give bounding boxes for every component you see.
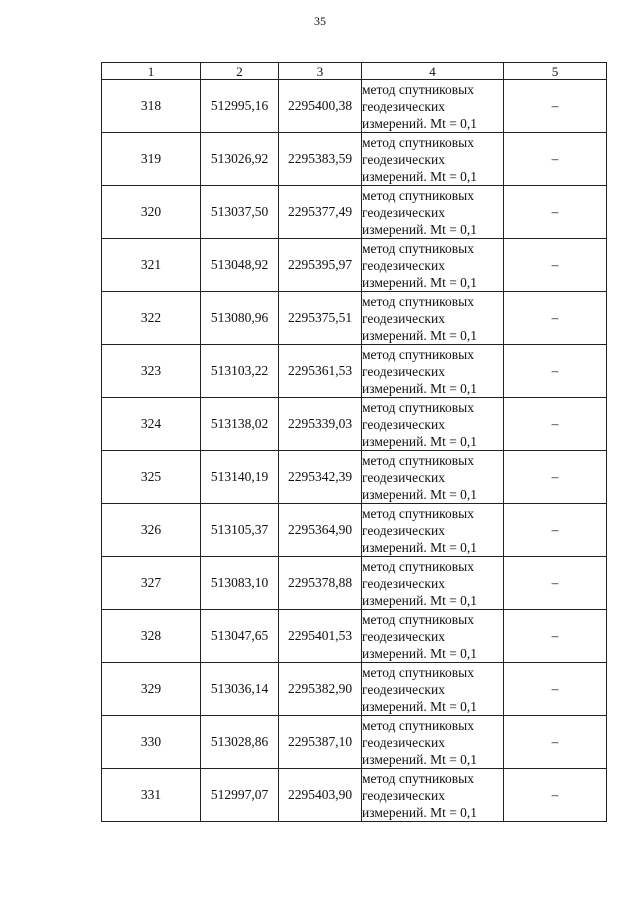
method-line-2: геодезических — [362, 469, 445, 485]
point-number: 323 — [102, 345, 201, 398]
note-cell: – — [504, 451, 607, 504]
method-line-1: метод спутниковых — [362, 134, 474, 150]
note-cell: – — [504, 769, 607, 822]
coord-x: 513037,50 — [201, 186, 279, 239]
coord-y: 2295387,10 — [279, 716, 362, 769]
method-line-2: геодезических — [362, 628, 445, 644]
coord-y: 2295403,90 — [279, 769, 362, 822]
coord-y: 2295378,88 — [279, 557, 362, 610]
method-line-2: геодезических — [362, 522, 445, 538]
point-number: 321 — [102, 239, 201, 292]
header-col-4: 4 — [362, 63, 504, 80]
coord-x: 512995,16 — [201, 80, 279, 133]
header-col-5: 5 — [504, 63, 607, 80]
table-row — [102, 610, 607, 663]
point-number: 324 — [102, 398, 201, 451]
method-line-3: измерений. Mt = 0,1 — [362, 274, 478, 290]
table-row — [102, 398, 607, 451]
point-number: 322 — [102, 292, 201, 345]
coord-x: 513105,37 — [201, 504, 279, 557]
header-col-3: 3 — [279, 63, 362, 80]
coord-x: 513047,65 — [201, 610, 279, 663]
note-cell: – — [504, 716, 607, 769]
point-number: 318 — [102, 80, 201, 133]
method-line-1: метод спутниковых — [362, 293, 474, 309]
method-line-1: метод спутниковых — [362, 717, 474, 733]
method-cell — [362, 239, 504, 292]
method-cell — [362, 557, 504, 610]
point-number: 329 — [102, 663, 201, 716]
method-line-3: измерений. Mt = 0,1 — [362, 221, 478, 237]
point-number: 328 — [102, 610, 201, 663]
note-cell: – — [504, 292, 607, 345]
coord-x: 513028,86 — [201, 716, 279, 769]
point-number: 320 — [102, 186, 201, 239]
method-line-1: метод спутниковых — [362, 81, 474, 97]
method-cell — [362, 80, 504, 133]
note-cell: – — [504, 398, 607, 451]
coord-x: 513026,92 — [201, 133, 279, 186]
point-number: 327 — [102, 557, 201, 610]
note-cell: – — [504, 133, 607, 186]
method-cell — [362, 345, 504, 398]
method-line-3: измерений. Mt = 0,1 — [362, 751, 478, 767]
method-line-1: метод спутниковых — [362, 452, 474, 468]
method-line-3: измерений. Mt = 0,1 — [362, 433, 478, 449]
note-cell: – — [504, 557, 607, 610]
note-cell: – — [504, 610, 607, 663]
note-cell: – — [504, 239, 607, 292]
coord-y: 2295364,90 — [279, 504, 362, 557]
table-row — [102, 80, 607, 133]
method-line-3: измерений. Mt = 0,1 — [362, 698, 478, 714]
coordinates-table — [101, 62, 607, 822]
method-cell — [362, 292, 504, 345]
method-line-1: метод спутниковых — [362, 505, 474, 521]
coord-x: 513138,02 — [201, 398, 279, 451]
method-line-2: геодезических — [362, 151, 445, 167]
method-line-3: измерений. Mt = 0,1 — [362, 539, 478, 555]
coord-x: 513103,22 — [201, 345, 279, 398]
method-line-2: геодезических — [362, 310, 445, 326]
table-row — [102, 186, 607, 239]
method-line-1: метод спутниковых — [362, 187, 474, 203]
point-number: 330 — [102, 716, 201, 769]
note-cell: – — [504, 186, 607, 239]
table-row — [102, 663, 607, 716]
coord-y: 2295339,03 — [279, 398, 362, 451]
method-line-1: метод спутниковых — [362, 240, 474, 256]
point-number: 331 — [102, 769, 201, 822]
header-col-2: 2 — [201, 63, 279, 80]
note-cell: – — [504, 663, 607, 716]
coord-x: 512997,07 — [201, 769, 279, 822]
method-line-3: измерений. Mt = 0,1 — [362, 115, 478, 131]
method-line-2: геодезических — [362, 257, 445, 273]
method-cell — [362, 451, 504, 504]
method-line-2: геодезических — [362, 98, 445, 114]
method-cell — [362, 610, 504, 663]
method-line-2: геодезических — [362, 363, 445, 379]
table-row — [102, 716, 607, 769]
method-cell — [362, 769, 504, 822]
method-line-3: измерений. Mt = 0,1 — [362, 804, 478, 820]
method-line-3: измерений. Mt = 0,1 — [362, 168, 478, 184]
method-line-1: метод спутниковых — [362, 399, 474, 415]
method-line-2: геодезических — [362, 734, 445, 750]
table-header-row — [102, 63, 607, 80]
method-line-1: метод спутниковых — [362, 611, 474, 627]
method-line-3: измерений. Mt = 0,1 — [362, 380, 478, 396]
coord-y: 2295361,53 — [279, 345, 362, 398]
table-row — [102, 292, 607, 345]
coord-y: 2295383,59 — [279, 133, 362, 186]
page-number: 35 — [314, 14, 326, 28]
note-cell: – — [504, 504, 607, 557]
method-line-2: геодезических — [362, 204, 445, 220]
method-line-1: метод спутниковых — [362, 664, 474, 680]
header-col-1: 1 — [102, 63, 201, 80]
table-row — [102, 557, 607, 610]
method-line-1: метод спутниковых — [362, 770, 474, 786]
method-cell — [362, 186, 504, 239]
coord-x: 513083,10 — [201, 557, 279, 610]
method-line-3: измерений. Mt = 0,1 — [362, 327, 478, 343]
point-number: 319 — [102, 133, 201, 186]
coord-y: 2295342,39 — [279, 451, 362, 504]
method-cell — [362, 133, 504, 186]
method-line-3: измерений. Mt = 0,1 — [362, 486, 478, 502]
table-row — [102, 133, 607, 186]
note-cell: – — [504, 345, 607, 398]
method-line-1: метод спутниковых — [362, 346, 474, 362]
table-row — [102, 239, 607, 292]
table-row — [102, 769, 607, 822]
coord-x: 513048,92 — [201, 239, 279, 292]
point-number: 325 — [102, 451, 201, 504]
coord-y: 2295382,90 — [279, 663, 362, 716]
coord-y: 2295375,51 — [279, 292, 362, 345]
table-row — [102, 451, 607, 504]
note-cell: – — [504, 80, 607, 133]
method-cell — [362, 504, 504, 557]
point-number: 326 — [102, 504, 201, 557]
method-line-1: метод спутниковых — [362, 558, 474, 574]
coord-y: 2295377,49 — [279, 186, 362, 239]
table-row — [102, 504, 607, 557]
coord-y: 2295395,97 — [279, 239, 362, 292]
method-cell — [362, 716, 504, 769]
method-cell — [362, 398, 504, 451]
method-line-2: геодезических — [362, 575, 445, 591]
coord-x: 513140,19 — [201, 451, 279, 504]
method-line-2: геодезических — [362, 681, 445, 697]
coord-x: 513080,96 — [201, 292, 279, 345]
method-line-2: геодезических — [362, 416, 445, 432]
coord-y: 2295400,38 — [279, 80, 362, 133]
coord-x: 513036,14 — [201, 663, 279, 716]
coord-y: 2295401,53 — [279, 610, 362, 663]
method-cell — [362, 663, 504, 716]
method-line-3: измерений. Mt = 0,1 — [362, 645, 478, 661]
method-line-3: измерений. Mt = 0,1 — [362, 592, 478, 608]
table-row — [102, 345, 607, 398]
method-line-2: геодезических — [362, 787, 445, 803]
